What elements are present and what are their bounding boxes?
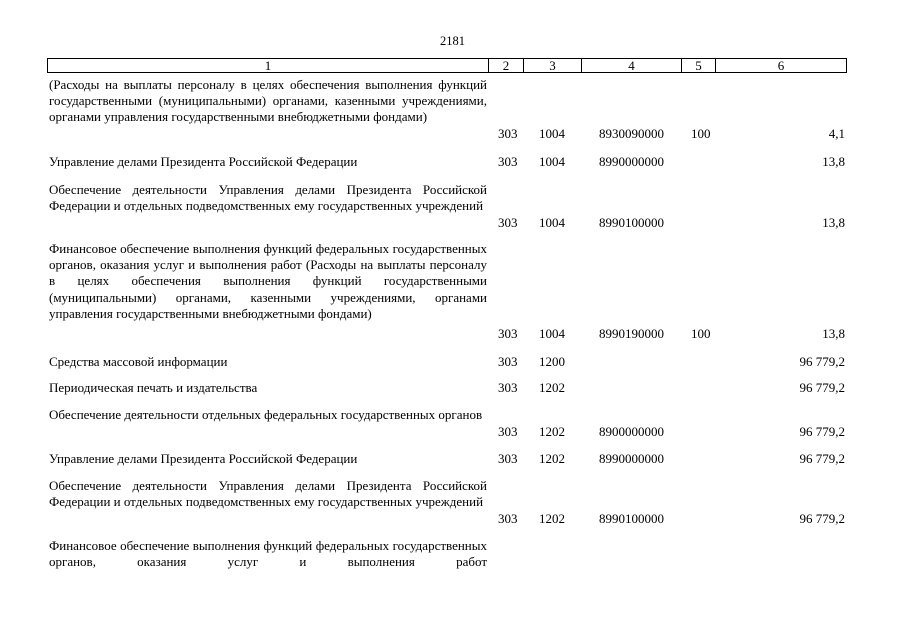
header-col-4: 4: [582, 59, 682, 72]
row-col-4: 8990100000: [599, 214, 664, 230]
row-col-6: 96 779,2: [799, 353, 845, 369]
header-col-3: 3: [524, 59, 582, 72]
table-header: [47, 58, 847, 73]
table-row: [0, 380, 905, 396]
row-name: Обеспечение деятельности Управления делами Президента Российской Федерации и отдельных подведомственных ему государственных учреждений: [49, 182, 487, 214]
row-col-3: 1202: [539, 379, 565, 395]
row-col-6: 13,8: [822, 153, 845, 169]
page-number: 2181: [440, 34, 465, 48]
row-col-4: 8990100000: [599, 510, 664, 526]
row-name: Финансовое обеспечение выполнения функций федеральных государственных органов, оказания услуг и выполнения работ: [49, 538, 487, 570]
row-col-6: 96 779,2: [799, 379, 845, 395]
row-col-2: 303: [498, 450, 518, 466]
row-col-5: 100: [691, 125, 711, 141]
row-col-4: 8990000000: [599, 153, 664, 169]
row-name: Финансовое обеспечение выполнения функций федеральных государственных органов, оказания услуг и выполнения работ (Расходы на выплаты персоналу в целях обеспечения выполнения функций государственными (муниципальными) органами, казенными учреждениями, органами управления государственными внебюджетными фондами): [49, 241, 487, 321]
table-row: [0, 407, 905, 440]
table-row: [0, 77, 905, 142]
row-col-3: 1004: [539, 125, 565, 141]
row-col-4: 8990190000: [599, 325, 664, 341]
row-name: (Расходы на выплаты персоналу в целях обеспечения выполнения функций государственными (муниципальными) органами, казенными учреждениями, органами управления государственными внебюджетными фондами): [49, 77, 487, 125]
table-row: [0, 538, 905, 571]
row-col-2: 303: [498, 214, 518, 230]
header-col-6: 6: [777, 58, 785, 73]
table-row: [0, 182, 905, 231]
row-col-6: 13,8: [822, 214, 845, 230]
row-col-3: 1202: [539, 423, 565, 439]
row-col-6: 96 779,2: [799, 510, 845, 526]
row-col-3: 1200: [539, 353, 565, 369]
table-row: [0, 354, 905, 370]
row-col-6: 96 779,2: [799, 450, 845, 466]
row-col-2: 303: [498, 353, 518, 369]
table-row: [0, 241, 905, 342]
row-col-6: 4,1: [828, 125, 845, 141]
row-col-2: 303: [498, 125, 518, 141]
row-name: Периодическая печать и издательства: [49, 380, 258, 395]
row-name: Средства массовой информации: [49, 354, 228, 369]
row-col-3: 1202: [539, 450, 565, 466]
row-col-4: 8990000000: [599, 450, 664, 466]
row-col-2: 303: [498, 325, 518, 341]
row-col-6: 13,8: [822, 325, 845, 341]
row-col-5: 100: [691, 325, 711, 341]
row-name: Обеспечение деятельности отдельных федеральных государственных органов: [49, 407, 483, 422]
row-col-3: 1004: [539, 153, 565, 169]
row-col-4: 8900000000: [599, 423, 664, 439]
table-row: [0, 451, 905, 467]
row-col-3: 1004: [539, 325, 565, 341]
header-col-2: 2: [489, 59, 524, 72]
row-col-2: 303: [498, 153, 518, 169]
table-row: [0, 154, 905, 170]
row-col-4: 8930090000: [599, 125, 664, 141]
header-col-5: 5: [682, 59, 716, 72]
table-row: [0, 478, 905, 527]
row-col-3: 1004: [539, 214, 565, 230]
row-col-2: 303: [498, 379, 518, 395]
row-col-2: 303: [498, 423, 518, 439]
row-col-3: 1202: [539, 510, 565, 526]
row-col-6: 96 779,2: [799, 423, 845, 439]
row-col-2: 303: [498, 510, 518, 526]
row-name: Обеспечение деятельности Управления делами Президента Российской Федерации и отдельных подведомственных ему государственных учреждений: [49, 478, 487, 510]
row-name: Управление делами Президента Российской Федерации: [49, 154, 358, 169]
header-col-1: 1: [48, 59, 489, 72]
row-name: Управление делами Президента Российской Федерации: [49, 451, 358, 466]
